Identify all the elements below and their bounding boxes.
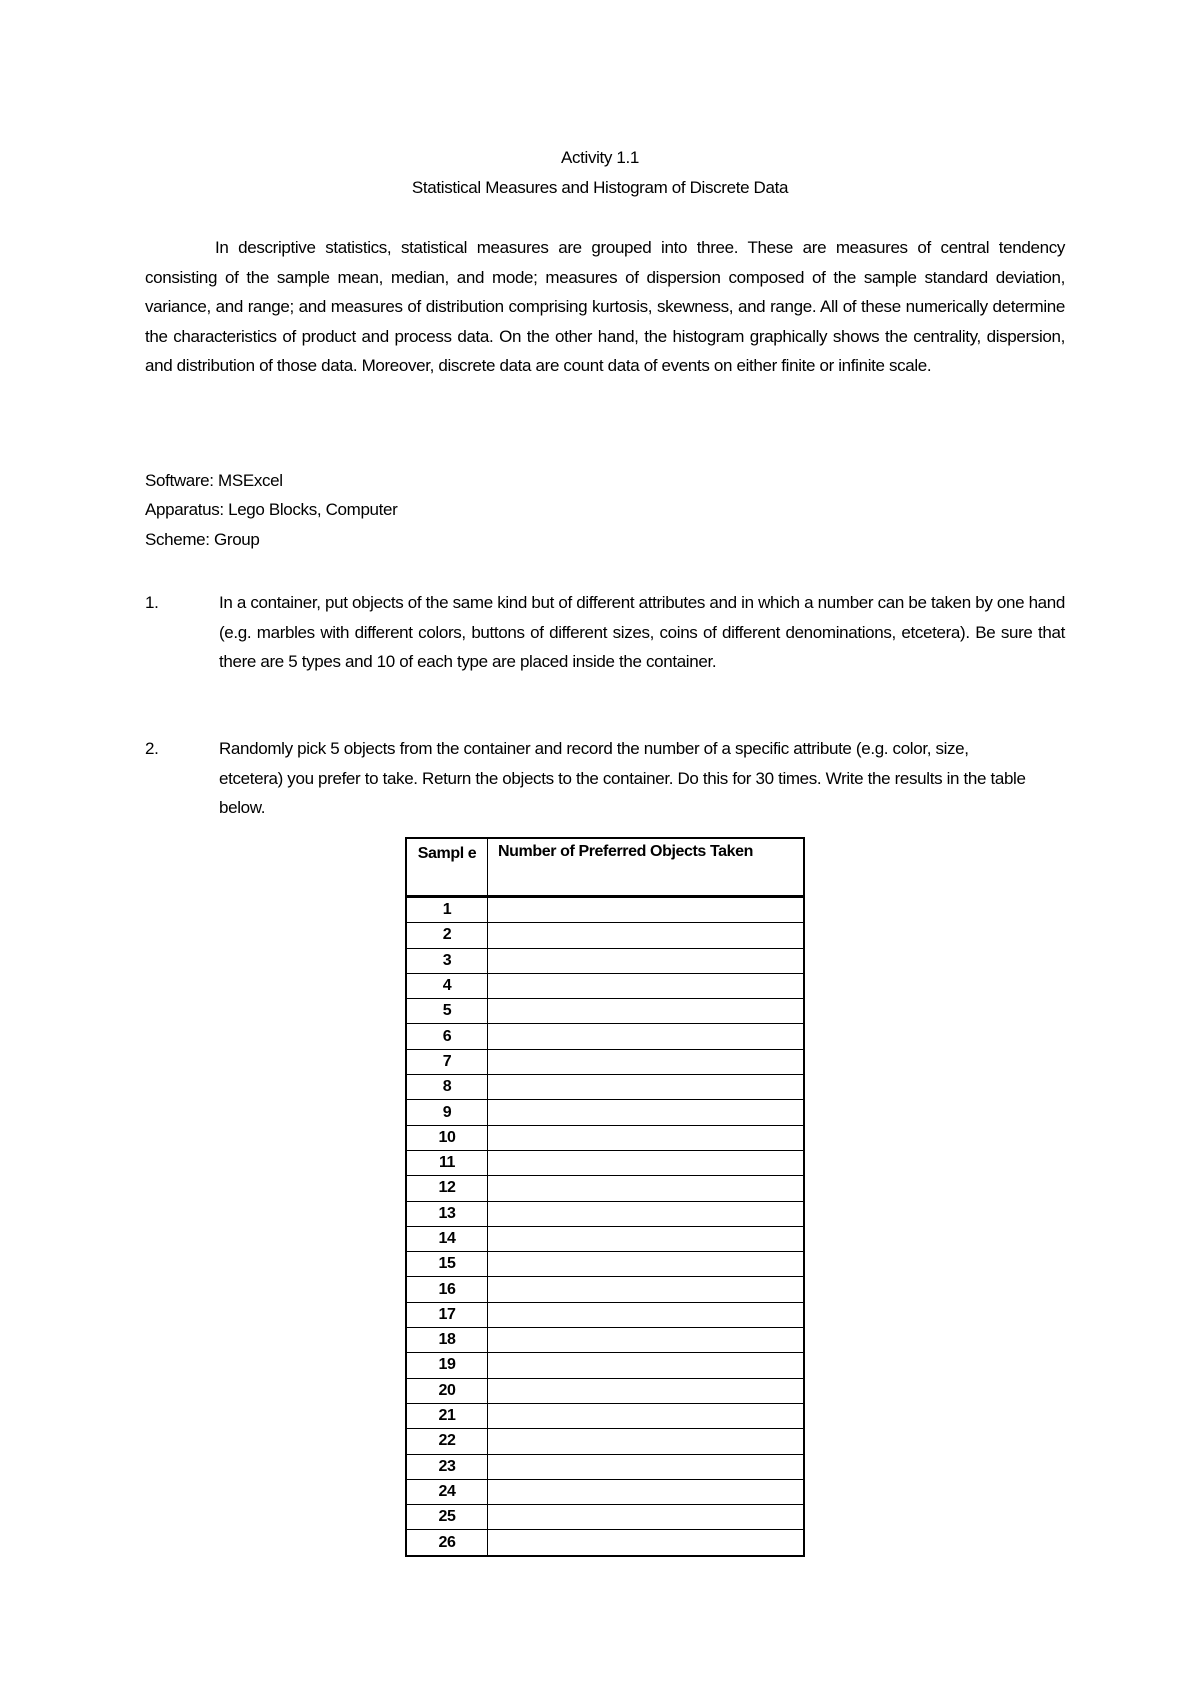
preferred-objects-cell[interactable] <box>488 1454 805 1479</box>
software-line: Software: MSExcel <box>145 471 283 490</box>
preferred-objects-cell[interactable] <box>488 1125 805 1150</box>
preferred-objects-cell[interactable] <box>488 1429 805 1454</box>
sample-number-cell: 21 <box>406 1403 488 1428</box>
sample-number-cell: 9 <box>406 1100 488 1125</box>
preferred-objects-cell[interactable] <box>488 923 805 948</box>
header-sample: Sampl e <box>406 838 488 897</box>
preferred-objects-cell[interactable] <box>488 1226 805 1251</box>
table-row <box>406 1024 804 1049</box>
preferred-objects-cell[interactable] <box>488 1505 805 1530</box>
table-row <box>406 948 804 973</box>
preferred-objects-cell[interactable] <box>488 1176 805 1201</box>
table-row <box>406 1049 804 1074</box>
sample-number-cell: 20 <box>406 1378 488 1403</box>
sample-number-cell: 19 <box>406 1353 488 1378</box>
table-row <box>406 1378 804 1403</box>
preferred-objects-cell[interactable] <box>488 1075 805 1100</box>
preferred-objects-cell[interactable] <box>488 999 805 1024</box>
sample-number-cell: 12 <box>406 1176 488 1201</box>
step-number: 2. <box>145 739 159 758</box>
preferred-objects-cell[interactable] <box>488 1378 805 1403</box>
sample-number-cell: 4 <box>406 973 488 998</box>
preferred-objects-cell[interactable] <box>488 1277 805 1302</box>
table-row <box>406 1353 804 1378</box>
table-row <box>406 1530 804 1556</box>
document-title: Activity 1.1 <box>561 148 639 167</box>
sample-number-cell: 25 <box>406 1505 488 1530</box>
header-preferred-objects: Number of Preferred Objects Taken <box>488 838 805 897</box>
sample-number-cell: 7 <box>406 1049 488 1074</box>
table-header-row <box>406 838 804 897</box>
preferred-objects-cell[interactable] <box>488 1302 805 1327</box>
preferred-objects-cell[interactable] <box>488 1252 805 1277</box>
preferred-objects-cell[interactable] <box>488 1100 805 1125</box>
sample-number-cell: 23 <box>406 1454 488 1479</box>
preferred-objects-cell[interactable] <box>488 897 805 923</box>
step-text: Randomly pick 5 objects from the container and record the number of a specific attribute (e.g. color, size, etcetera) you prefer to take. Return the objects to the container. Do this for 30 times. Write the results in the table below. <box>219 739 1026 817</box>
sample-number-cell: 16 <box>406 1277 488 1302</box>
sample-number-cell: 24 <box>406 1479 488 1504</box>
preferred-objects-cell[interactable] <box>488 1150 805 1175</box>
table-row <box>406 897 804 923</box>
sample-number-cell: 1 <box>406 897 488 923</box>
table-row <box>406 973 804 998</box>
table-row <box>406 1125 804 1150</box>
table-row <box>406 1328 804 1353</box>
sample-number-cell: 10 <box>406 1125 488 1150</box>
preferred-objects-cell[interactable] <box>488 1328 805 1353</box>
sample-number-cell: 22 <box>406 1429 488 1454</box>
table-row <box>406 1226 804 1251</box>
table-row <box>406 923 804 948</box>
sample-number-cell: 26 <box>406 1530 488 1556</box>
table-row <box>406 1403 804 1428</box>
document-subtitle: Statistical Measures and Histogram of Discrete Data <box>411 178 789 197</box>
apparatus-line: Apparatus: Lego Blocks, Computer <box>145 500 398 519</box>
sample-number-cell: 15 <box>406 1252 488 1277</box>
results-table <box>405 837 805 1557</box>
intro-paragraph <box>145 233 1065 381</box>
preferred-objects-cell[interactable] <box>488 1479 805 1504</box>
table-row <box>406 1505 804 1530</box>
sample-number-cell: 2 <box>406 923 488 948</box>
table-row <box>406 1150 804 1175</box>
table-row <box>406 1100 804 1125</box>
step-number: 1. <box>145 593 159 612</box>
preferred-objects-cell[interactable] <box>488 1049 805 1074</box>
preferred-objects-cell[interactable] <box>488 1353 805 1378</box>
preferred-objects-cell[interactable] <box>488 973 805 998</box>
table-row <box>406 1252 804 1277</box>
table-row <box>406 1429 804 1454</box>
table-row <box>406 1302 804 1327</box>
sample-number-cell: 8 <box>406 1075 488 1100</box>
table-row <box>406 1176 804 1201</box>
preferred-objects-cell[interactable] <box>488 1530 805 1556</box>
step-text: In a container, put objects of the same kind but of different attributes and in which a number can be taken by one hand (e.g. marbles with different colors, buttons of different sizes, coins of different denominations, etcetera). Be sure that there are 5 types and 10 of each type are placed inside the container. <box>219 593 1065 671</box>
intro-paragraph-text: In descriptive statistics, statistical measures are grouped into three. These are measures of central tendency consisting of the sample mean, median, and mode; measures of dispersion composed of the sample standard deviation, variance, and range; and measures of distribution comprising kurtosis, skewness, and range. All of these numerically determine the characteristics of product and process data. On the other hand, the histogram graphically shows the centrality, dispersion, and distribution of those data. Moreover, discrete data are count data of events on either finite or infinite scale. <box>145 238 1065 375</box>
step-1 <box>145 588 1065 677</box>
sample-number-cell: 6 <box>406 1024 488 1049</box>
sample-number-cell: 17 <box>406 1302 488 1327</box>
preferred-objects-cell[interactable] <box>488 1403 805 1428</box>
sample-number-cell: 18 <box>406 1328 488 1353</box>
sample-number-cell: 14 <box>406 1226 488 1251</box>
table-row <box>406 1075 804 1100</box>
table-row <box>406 1277 804 1302</box>
table-row <box>406 1454 804 1479</box>
preferred-objects-cell[interactable] <box>488 948 805 973</box>
table-row <box>406 999 804 1024</box>
preferred-objects-cell[interactable] <box>488 1024 805 1049</box>
sample-number-cell: 3 <box>406 948 488 973</box>
table-row <box>406 1201 804 1226</box>
step-2 <box>145 734 1065 823</box>
sample-number-cell: 5 <box>406 999 488 1024</box>
sample-number-cell: 11 <box>406 1150 488 1175</box>
sample-number-cell: 13 <box>406 1201 488 1226</box>
scheme-line: Scheme: Group <box>145 530 260 549</box>
table-row <box>406 1479 804 1504</box>
preferred-objects-cell[interactable] <box>488 1201 805 1226</box>
